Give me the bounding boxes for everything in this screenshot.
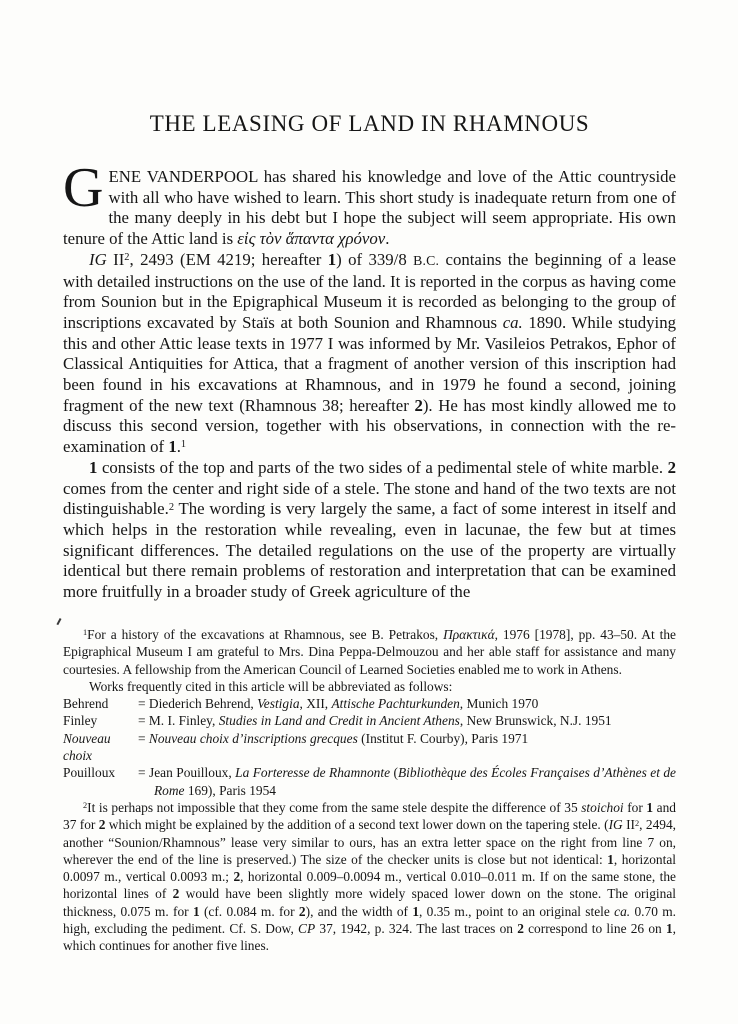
abbreviation-row-nouveau-choix [63, 730, 676, 765]
abbreviation-definition: = Nouveau choix d’inscriptions grecques (Institut F. Courby), Paris 1971 [138, 730, 529, 746]
abbreviation-row-finley [63, 712, 676, 729]
abbreviation-row-pouilloux [63, 764, 676, 799]
paragraph-stele-description: 1 consists of the top and parts of the two sides of a pedimental stele of white marble. 2 comes from the center and right side of a stele. The stone and hand of the two texts are not distinguishable.$^2$ The wording is very largely the same, a fact of some interest in itself and which helps in the restoration while revealing, even in lacunae, the few but at times significant differences. The detailed regulations on the use of the property are virtually identical but there remain problems of restoration and interpretation that can be examined more fruitfully in a broader study of Greek agriculture of the [63, 457, 676, 602]
paragraph-intro [63, 157, 676, 250]
paragraph-intro-text: ENE VANDERPOOL has shared his knowledge and love of the Attic countryside with all who have wished to learn. This short study is inadequate return from one of the many deeply in his debt but I hope the subject will seem appropriate. His own tenure of the Attic land is εἰς τὸν ἅπαντα χρόνον. [63, 167, 676, 249]
article-title: THE LEASING OF LAND IN RHAMNOUS [149, 111, 590, 136]
abbreviation-definition: = Diederich Behrend, Vestigia, XII, Attische Pachturkunden, Munich 1970 [138, 696, 539, 712]
abbreviation-term: Pouilloux [63, 765, 116, 781]
abbreviation-term: Finley [63, 713, 98, 729]
footnote-2: $^2$It is perhaps not impossible that they come from the same stele despite the difference of 35 stoichoi for 1 and 37 for 2 which might be explained by the addition of a second text lower down on the tapering stele. (IG $II^2$, 2494, another “Sounion/Rhamnous” lease very similar to ours, has an extra letter space on the right from line 7 on, wherever the end of the line is preserved.) The size of the checker units is close but not identical: 1, horizontal 0.0097 m., vertical 0.0093 m.; 2, horizontal 0.009–0.0094 m., vertical 0.010–0.011 m. If on the same stone, the horizontal lines of 2 would have been slightly more widely spaced lower down on the stone. The original thickness, 0.075 m. for 1 (cf. 0.084 m. for 2), and the width of 1, 0.35 m., point to an original stele ca. 0.70 m. high, excluding the pediment. Cf. S. Dow, CP 37, 1942, p. 324. The last traces on 2 correspond to line 26 on 1, which continues for another five lines. [63, 799, 677, 954]
footnotes-section [63, 626, 676, 955]
abbreviation-list [63, 695, 676, 799]
paragraph-lease-history: IG $II^2$, 2493 (EM 4219; hereafter 1) of 339/8 B.C. contains the beginning of a lease with detailed instructions on the use of the land. It is reported in the corpus as having come from Sounion but in the Epigraphical Museum it is recorded as belonging to the group of inscriptions excavated by Staïs at both Sounion and Rhamnous ca. 1890. While studying this and other Attic lease texts in 1977 I was informed by Mr. Vasileios Petrakos, Ephor of Classical Antiquities for Attica, that a fragment of another version of this inscription had been found in his excavations at Rhamnous, and in 1979 he found a second, joining fragment of the new text (Rhamnous 38; hereafter 2). He has most kindly allowed me to discuss this second version, together with his observations, in connection with the re-examination of 1.$^1$ [63, 249, 676, 457]
works-cited-intro: Works frequently cited in this article will be abbreviated as follows: [89, 678, 453, 694]
dropcap-letter: G [63, 157, 104, 219]
abbreviation-term: Behrend [63, 696, 109, 712]
abbreviation-definition: = M. I. Finley, Studies in Land and Credit in Ancient Athens, New Brunswick, N.J. 1951 [138, 713, 612, 729]
abbreviation-row-behrend [63, 695, 676, 712]
abbreviation-definition: = Jean Pouilloux, La Forteresse de Rhamnonte (Bibliothèque des Écoles Françaises d’Athènes et de Rome 169), Paris 1954 [138, 765, 677, 798]
article-body [63, 157, 676, 603]
footnote-1: $^1$For a history of the excavations at Rhamnous, see B. Petrakos, Πρακτικά, 1976 [1978], pp. 43–50. At the Epigraphical Museum I am grateful to Mrs. Dina Peppa-Delmouzou and her able staff for assistance and many courtesies. A fellowship from the American Council of Learned Societies enabled me to work in Athens. [63, 627, 676, 677]
abbreviation-term: Nouveau choix [63, 730, 111, 764]
print-artifact-mark [56, 618, 61, 625]
